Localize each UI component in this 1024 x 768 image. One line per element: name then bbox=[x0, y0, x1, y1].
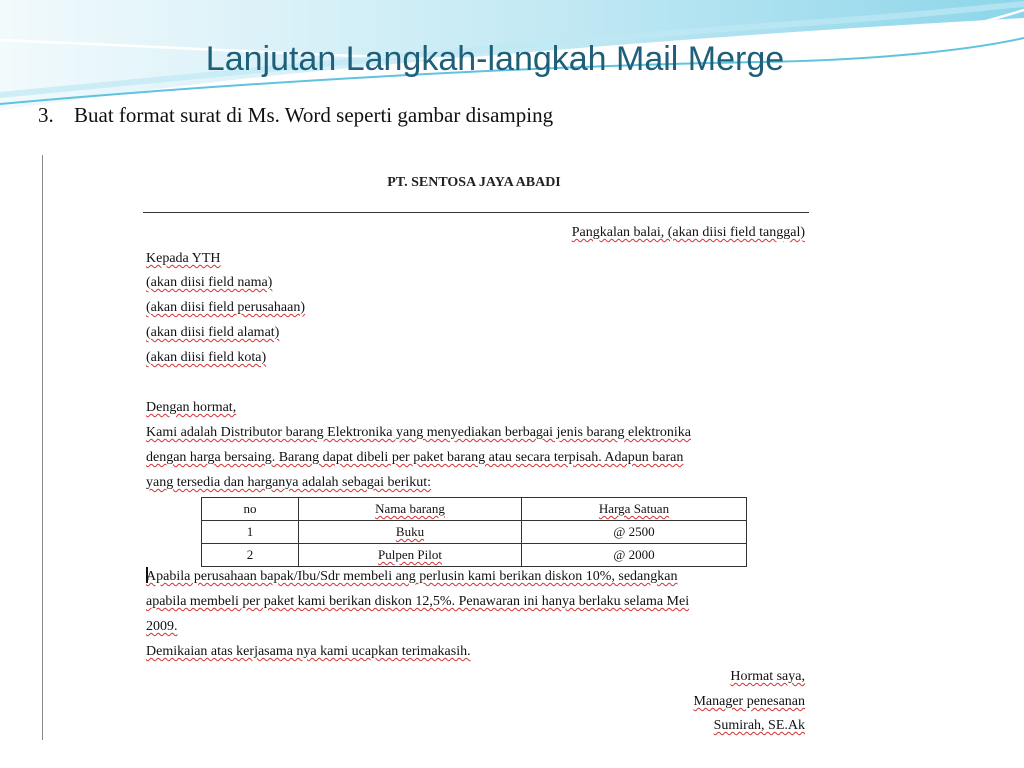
letter-image bbox=[42, 155, 905, 740]
field-nama bbox=[146, 275, 272, 291]
table-header-text: Nama barang bbox=[375, 501, 445, 516]
field-kota bbox=[146, 350, 266, 366]
table-row bbox=[202, 521, 747, 544]
to-label-text: Kepada YTH bbox=[146, 251, 221, 266]
table-header-row bbox=[202, 498, 747, 521]
para-line-2 bbox=[146, 594, 689, 610]
para-line-2-text: apabila membeli per paket kami berikan diskon 12,5%. Penawaran ini hanya berlaku selama Mei bbox=[146, 594, 690, 609]
body-line-3 bbox=[146, 475, 431, 491]
body-line-1 bbox=[146, 425, 691, 441]
greeting bbox=[146, 400, 236, 416]
point-number: 3. bbox=[38, 103, 54, 127]
body-line-2-text: dengan harga bersaing. Barang dapat dibeli per paket barang atau secara terpisah. Adapun baran bbox=[146, 450, 684, 465]
to-label bbox=[146, 251, 221, 267]
sign-title-text: Manager penesanan bbox=[693, 694, 805, 709]
sign-greeting bbox=[143, 669, 805, 685]
closing-line bbox=[146, 644, 471, 660]
para-line-3 bbox=[146, 619, 178, 635]
place-date-text: Pangkalan balai, (akan diisi field tanggal) bbox=[571, 225, 805, 240]
point-text: Buat format surat di Ms. Word seperti gambar disamping bbox=[74, 103, 554, 127]
slide-title: Lanjutan Langkah-langkah Mail Merge bbox=[205, 40, 785, 78]
place-date bbox=[143, 225, 805, 241]
table-cell: 2 bbox=[202, 544, 299, 567]
table-cell-text: Pulpen Pilot bbox=[378, 547, 442, 562]
company-name: PT. SENTOSA JAYA ABADI bbox=[387, 175, 561, 190]
field-alamat bbox=[146, 325, 279, 341]
field-alamat-text: (akan diisi field alamat) bbox=[146, 325, 280, 340]
field-perusahaan bbox=[146, 300, 305, 316]
closing-text: Demikaian atas kerjasama nya kami ucapkan terimakasih. bbox=[146, 644, 471, 659]
field-perusahaan-text: (akan diisi field perusahaan) bbox=[146, 300, 305, 315]
table-cell bbox=[299, 521, 522, 544]
table-cell: @ 2000 bbox=[522, 544, 747, 567]
para-line-1 bbox=[146, 569, 677, 585]
field-kota-text: (akan diisi field kota) bbox=[146, 350, 267, 365]
table-row bbox=[202, 544, 747, 567]
sign-title bbox=[143, 694, 805, 710]
table-cell: 1 bbox=[202, 521, 299, 544]
body-line-1-text: Kami adalah Distributor barang Elektronika yang menyediakan berbagai jenis barang elektronika bbox=[146, 425, 692, 440]
table-header-cell bbox=[522, 498, 747, 521]
header-rule bbox=[143, 212, 809, 213]
table-header-cell bbox=[299, 498, 522, 521]
table-cell: @ 2500 bbox=[522, 521, 747, 544]
sign-name-text: Sumirah, SE.Ak bbox=[713, 718, 805, 733]
table-cell bbox=[299, 544, 522, 567]
body-line-3-text: yang tersedia dan harganya adalah sebagai berikut: bbox=[146, 475, 432, 490]
bullet-point bbox=[38, 103, 553, 128]
sign-greeting-text: Hormat saya, bbox=[730, 669, 805, 684]
sign-name bbox=[143, 718, 805, 734]
para-line-3-text: 2009. bbox=[146, 619, 178, 634]
greeting-text: Dengan hormat, bbox=[146, 400, 237, 415]
table-header-text: Harga Satuan bbox=[598, 501, 670, 516]
table-cell-text: Buku bbox=[395, 524, 425, 539]
table-header-cell: no bbox=[202, 498, 299, 521]
body-line-2 bbox=[146, 450, 683, 466]
price-table bbox=[201, 497, 747, 567]
field-nama-text: (akan diisi field nama) bbox=[146, 275, 273, 290]
para-line-1-text: Apabila perusahaan bapak/Ibu/Sdr membeli ang perlusin kami berikan diskon 10%, sedangkan bbox=[146, 569, 678, 584]
